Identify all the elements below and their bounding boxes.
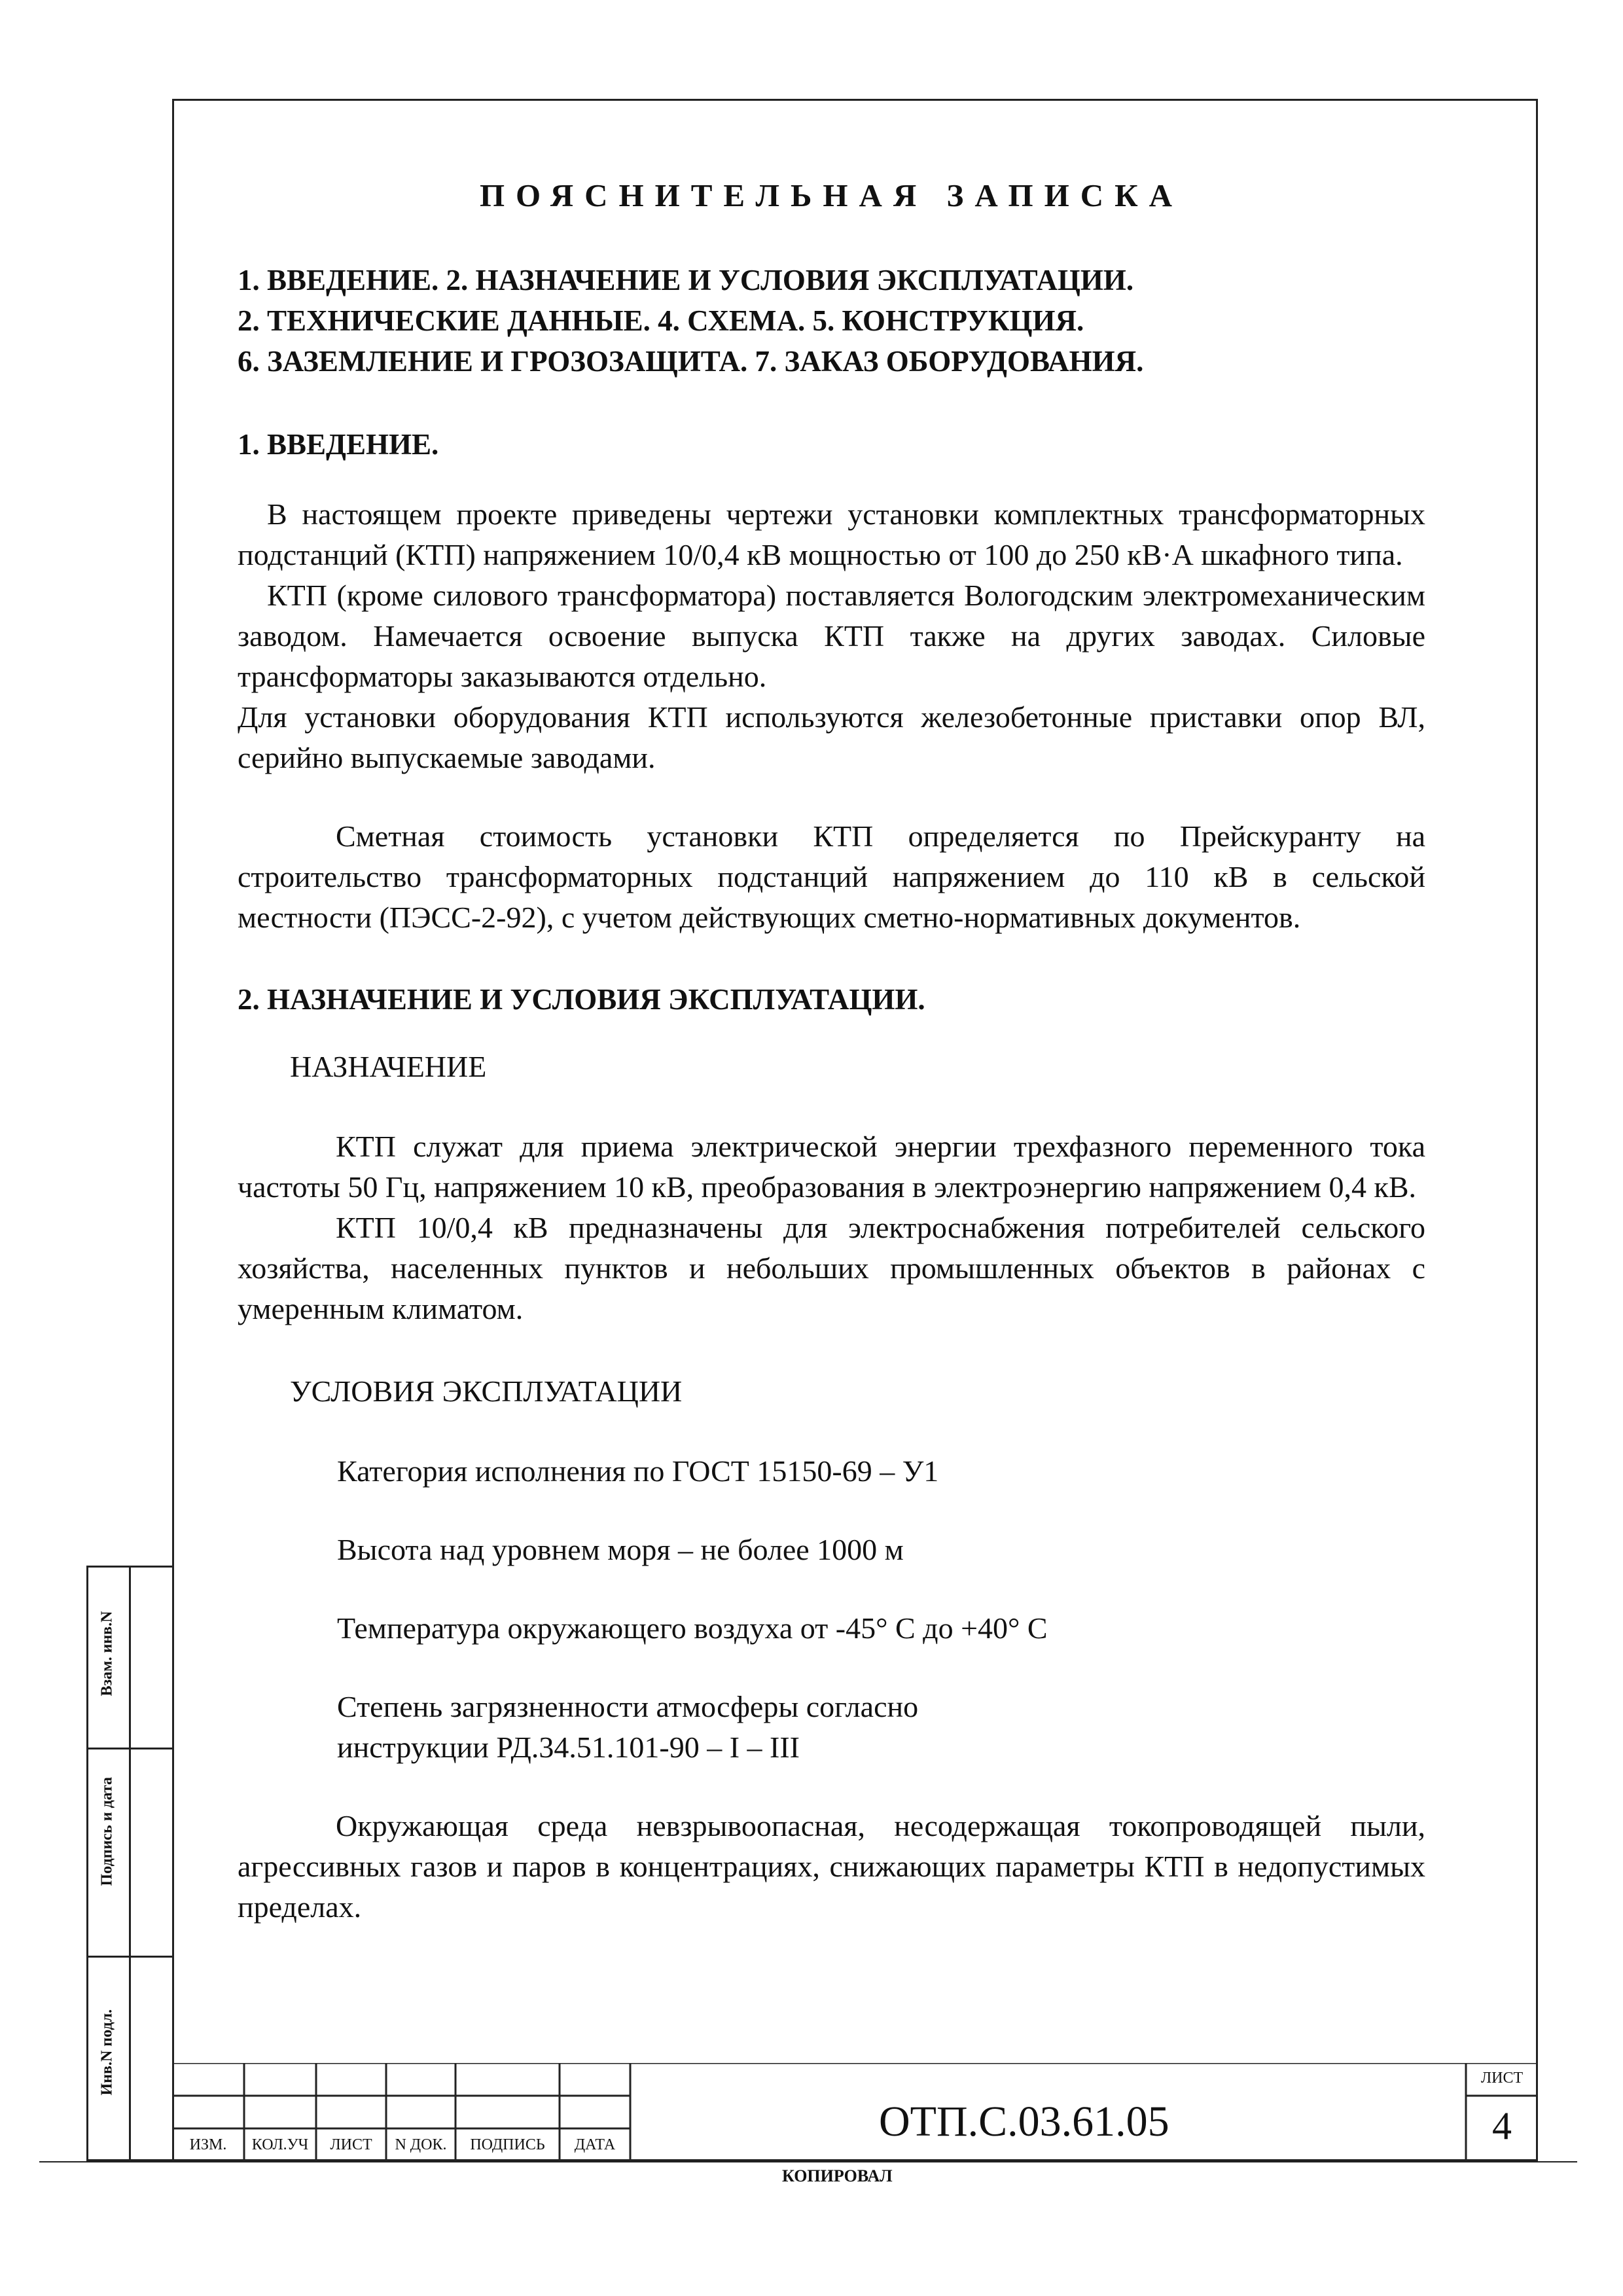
subheading: УСЛОВИЯ ЭКСПЛУАТАЦИИ <box>290 1374 683 1408</box>
paragraph: КТП (кроме силового трансформатора) поставляется Вологодским электромеханическим заводом. Намечается освоение выпуска КТП также на других заводах. Силовые трансформаторы заказываются отдельно. <box>238 579 1425 693</box>
paragraph: В настоящем проекте приведены чертежи установки комплектных трансформаторных подстанций (КТП) напряжением 10/0,4 кВ мощностью от 100 до 250 кВ·А шкафного типа. <box>238 497 1425 571</box>
toc-line: 1. ВВЕДЕНИЕ. 2. НАЗНАЧЕНИЕ И УСЛОВИЯ ЭКСПЛУАТАЦИИ. <box>238 264 1134 296</box>
condition-line: инструкции РД.34.51.101-90 – I – III <box>337 1731 800 1764</box>
document-body <box>238 177 1425 1928</box>
paragraph: Для установки оборудования КТП используются железобетонные приставки опор ВЛ, серийно выпускаемые заводами. <box>238 700 1425 774</box>
section-2-heading: 2. НАЗНАЧЕНИЕ И УСЛОВИЯ ЭКСПЛУАТАЦИИ. <box>238 983 925 1016</box>
bottom-rule <box>39 2161 1577 2162</box>
document-title: ПОЯСНИТЕЛЬНАЯ ЗАПИСКА <box>479 177 1184 213</box>
condition-line: Степень загрязненности атмосферы согласно <box>337 1690 919 1723</box>
condition-item <box>337 1687 1425 1768</box>
stamp-col-label: ИЗМ. <box>189 2136 227 2153</box>
side-label: Инв.N подл. <box>98 2009 116 2096</box>
paragraph: КТП 10/0,4 кВ предназначены для электроснабжения потребителей сельского хозяйства, населенных пунктов и небольших промышленных объектов в районах с умеренным климатом. <box>238 1211 1425 1325</box>
sheet-number: 4 <box>1492 2104 1512 2147</box>
stamp-col-label: КОЛ.УЧ <box>251 2136 309 2153</box>
document-code: ОТП.С.03.61.05 <box>879 2098 1169 2145</box>
condition-item: Высота над уровнем моря – не более 1000 м <box>337 1533 904 1566</box>
side-stamp <box>86 1566 172 2161</box>
paragraph: Сметная стоимость установки КТП определяется по Прейскуранту на строительство трансформаторных подстанций напряжением до 110 кВ в сельской местности (ПЭСС-2-92), с учетом действующих сметно-нормативных документов. <box>238 819 1425 934</box>
paragraph: КТП служат для приема электрической энергии трехфазного переменного тока частоты 50 Гц, напряжением 10 кВ, преобразования в электроэнергию напряжением 0,4 кВ. <box>238 1130 1425 1204</box>
copy-mark: КОПИРОВАЛ <box>782 2166 893 2185</box>
paragraph: Окружающая среда невзрывоопасная, несодержащая токопроводящей пыли, агрессивных газов и паров в концентрациях, снижающих параметры КТП в недопустимых пределах. <box>238 1809 1425 1924</box>
side-label: Взам. инв.N <box>98 1611 116 1696</box>
subheading: НАЗНАЧЕНИЕ <box>290 1050 487 1083</box>
stamp-col-label: N ДОК. <box>395 2136 447 2153</box>
condition-item: Категория исполнения по ГОСТ 15150-69 – У1 <box>337 1454 939 1488</box>
stamp-col-label: ПОДПИСЬ <box>470 2136 545 2153</box>
side-label: Подпись и дата <box>98 1776 116 1886</box>
toc-line: 6. ЗАЗЕМЛЕНИЕ И ГРОЗОЗАЩИТА. 7. ЗАКАЗ ОБОРУДОВАНИЯ. <box>238 345 1144 378</box>
table-of-contents <box>238 260 1425 382</box>
section-1-heading: 1. ВВЕДЕНИЕ. <box>238 428 439 461</box>
stamp-col-label: ДАТА <box>574 2136 616 2153</box>
toc-line: 2. ТЕХНИЧЕСКИЕ ДАННЫЕ. 4. СХЕМА. 5. КОНСТРУКЦИЯ. <box>238 304 1084 337</box>
title-block <box>172 2063 1538 2161</box>
condition-item: Температура окружающего воздуха от -45° С до +40° С <box>337 1611 1048 1645</box>
sheet-label: ЛИСТ <box>1480 2070 1524 2087</box>
stamp-col-label: ЛИСТ <box>330 2136 372 2153</box>
